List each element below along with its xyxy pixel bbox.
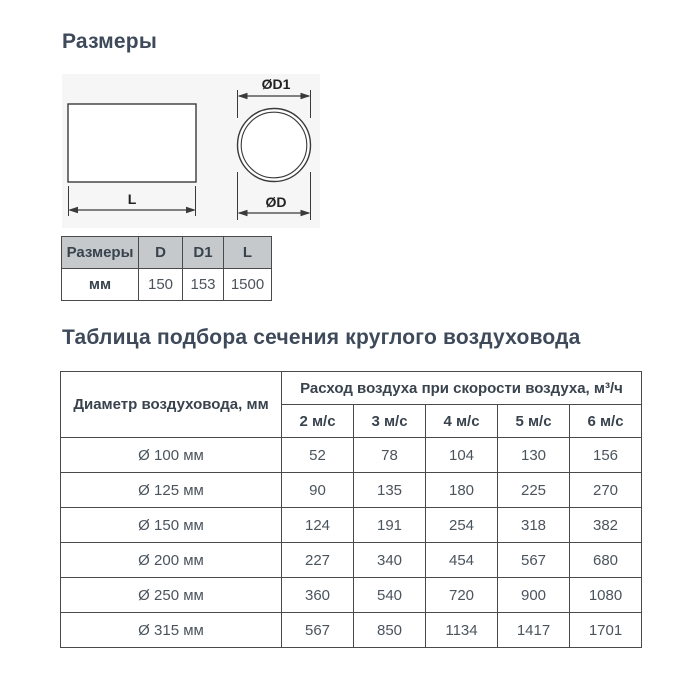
dims-header-l: L: [224, 237, 272, 269]
cell-value: 124: [282, 508, 354, 543]
row-diameter: Ø 100 мм: [61, 438, 282, 473]
dimension-outer-diameter: [238, 76, 311, 99]
cell-value: 1417: [498, 613, 570, 648]
dims-header-d: D: [139, 237, 183, 269]
section-title-flow-table: Таблица подбора сечения круглого воздуховода: [62, 326, 581, 349]
duct-front-view: [238, 76, 311, 220]
cell-value: 254: [426, 508, 498, 543]
row-diameter: Ø 250 мм: [61, 578, 282, 613]
duct-side-view: [68, 104, 196, 216]
duct-technical-drawing: [62, 74, 320, 228]
dimension-length: [68, 191, 196, 213]
diameter-label: ØD: [265, 194, 287, 210]
table-row: [61, 543, 642, 578]
cell-value: 104: [426, 438, 498, 473]
table-row: [61, 438, 642, 473]
length-label: L: [127, 191, 137, 207]
dimension-diameter: [238, 194, 311, 216]
flow-header-speed-2: 2 м/с: [282, 405, 354, 438]
cell-value: 130: [498, 438, 570, 473]
cell-value: 850: [354, 613, 426, 648]
cell-value: 52: [282, 438, 354, 473]
dims-unit-cell: мм: [62, 269, 139, 301]
cell-value: 78: [354, 438, 426, 473]
dims-value-d1: 153: [183, 269, 224, 301]
cell-value: 225: [498, 473, 570, 508]
flow-selection-table: [60, 371, 642, 648]
row-diameter: Ø 125 мм: [61, 473, 282, 508]
flow-header-diameter: Диаметр воздуховода, мм: [61, 372, 282, 438]
cell-value: 680: [570, 543, 642, 578]
flow-header-speed-5: 5 м/с: [498, 405, 570, 438]
table-row: [61, 508, 642, 543]
cell-value: 567: [498, 543, 570, 578]
cell-value: 382: [570, 508, 642, 543]
cell-value: 340: [354, 543, 426, 578]
cell-value: 720: [426, 578, 498, 613]
cell-value: 180: [426, 473, 498, 508]
cell-value: 135: [354, 473, 426, 508]
cell-value: 270: [570, 473, 642, 508]
section-title-sizes: Размеры: [62, 30, 157, 53]
row-diameter: Ø 200 мм: [61, 543, 282, 578]
dimensions-table-header-row: [62, 237, 272, 269]
flow-table-header-row-1: [61, 372, 642, 405]
cell-value: 227: [282, 543, 354, 578]
flow-header-airflow: Расход воздуха при скорости воздуха, м³/ч: [282, 372, 642, 405]
outer-diameter-label: ØD1: [261, 76, 291, 92]
cell-value: 900: [498, 578, 570, 613]
duct-drawing-svg: [62, 74, 320, 228]
row-diameter: Ø 150 мм: [61, 508, 282, 543]
cell-value: 1080: [570, 578, 642, 613]
cell-value: 318: [498, 508, 570, 543]
cell-value: 1134: [426, 613, 498, 648]
dims-header-sizes: Размеры: [62, 237, 139, 269]
cell-value: 90: [282, 473, 354, 508]
cell-value: 191: [354, 508, 426, 543]
flow-header-speed-3: 3 м/с: [354, 405, 426, 438]
dims-header-d1: D1: [183, 237, 224, 269]
dimensions-table-value-row: [62, 269, 272, 301]
table-row: [61, 578, 642, 613]
cell-value: 540: [354, 578, 426, 613]
flow-header-speed-4: 4 м/с: [426, 405, 498, 438]
dims-value-l: 1500: [224, 269, 272, 301]
row-diameter: Ø 315 мм: [61, 613, 282, 648]
cell-value: 1701: [570, 613, 642, 648]
flow-header-speed-6: 6 м/с: [570, 405, 642, 438]
dimensions-table: [61, 236, 272, 301]
cell-value: 567: [282, 613, 354, 648]
cell-value: 156: [570, 438, 642, 473]
cell-value: 360: [282, 578, 354, 613]
table-row: [61, 613, 642, 648]
table-row: [61, 473, 642, 508]
cell-value: 454: [426, 543, 498, 578]
dims-value-d: 150: [139, 269, 183, 301]
